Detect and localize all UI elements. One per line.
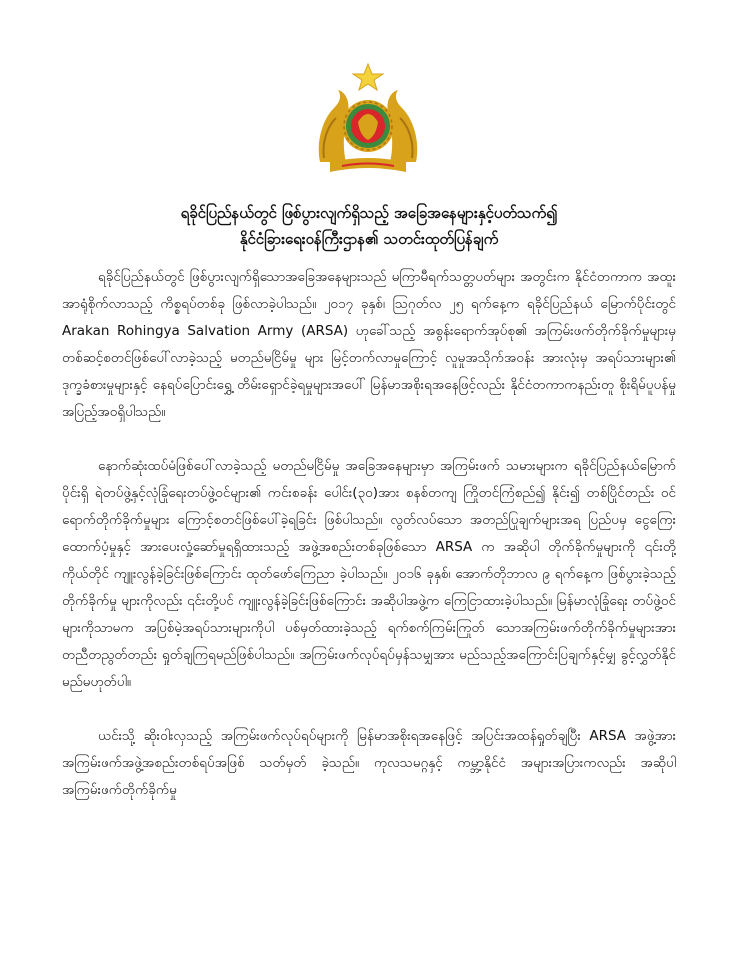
document-title bbox=[60, 200, 678, 252]
document-body bbox=[62, 264, 676, 831]
body-paragraph-3: ယင်းသို့ ဆိုးဝါးလှသည့် အကြမ်းဖက်လုပ်ရပ်များကို မြန်မာအစိုးရအနေဖြင့် အပြင်းအထန်ရှုတ်ချပြီး ARSA အဖွဲ့အား အကြမ်းဖက်အဖွဲ့အစည်းတစ်ရပ်အဖြစ် သတ်မှတ် ခဲ့သည်။ ကုလသမဂ္ဂနှင့် ကမ္ဘာ့နိုင်ငံ အများအပြားကလည်း အဆိုပါ အကြမ်းဖက်တိုက်ခိုက်မှု bbox=[62, 728, 676, 798]
body-paragraph-1: ရခိုင်ပြည်နယ်တွင် ဖြစ်ပွားလျက်ရှိသောအခြေအနေများသည် မကြာမီရက်သတ္တပတ်များ အတွင်းက နိုင်ငံတကာက အထူးအာရုံစိုက်လာသည့် ကိစ္စရပ်တစ်ခု ဖြစ်လာခဲ့ပါသည်။ ၂၀၁၇ ခုနှစ်၊ ဩဂုတ်လ ၂၅ ရက်နေ့က ရခိုင်ပြည်နယ် မြောက်ပိုင်းတွင် Arakan Rohingya Salvation Army (ARSA) ဟုခေါ်သည့် အစွန်းရောက်အုပ်စု၏ အကြမ်းဖက်တိုက်ခိုက်မှုများမှ တစ်ဆင့်စတင်ဖြစ်ပေါ်လာခဲ့သည့် မတည်မငြိမ်မှု များ မြင့်တက်လာမှုကြောင့် လူမှုအသိုက်အဝန်း အားလုံးမှ အရပ်သားများ၏ ဒုက္ခခံစားမှုများနှင့် နေရပ်ပြောင်းရွှေ့ တိမ်းရှောင်ခဲ့ရမှုများအပေါ် မြန်မာအစိုးရအနေဖြင့်လည်း နိုင်ငံတကာကနည်းတူ စိုးရိမ်ပူပန်မှု အပြည့်အဝရှိပါသည်။ bbox=[62, 269, 676, 420]
state-seal-emblem-icon bbox=[312, 62, 424, 180]
title-line-2: နိုင်ငံခြားရေးဝန်ကြီးဌာန၏ သတင်းထုတ်ပြန်ချက် bbox=[239, 230, 499, 248]
title-line-1: ရခိုင်ပြည်နယ်တွင် ဖြစ်ပွားလျက်ရှိသည့် အခြေအနေများနှင့်ပတ်သက်၍ bbox=[180, 204, 558, 222]
body-paragraph-2: နောက်ဆုံးထပ်မံဖြစ်ပေါ်လာခဲ့သည့် မတည်မငြိမ်မှု အခြေအနေများမှာ အကြမ်းဖက် သမားများက ရခိုင်ပြည်နယ်မြောက်ပိုင်းရှိ ရဲတပ်ဖွဲ့နှင့်လုံခြုံရေးတပ်ဖွဲ့ဝင်များ၏ ကင်းစခန်း ပေါင်း(၃၀)အား စနစ်တကျ ကြိုတင်ကြံစည်၍ နိုင်း၍ တစ်ပြိုင်တည်း ဝင်ရောက်တိုက်ခိုက်မှုများ ကြောင့်စတင်ဖြစ်ပေါ်ခဲ့ရခြင်း ဖြစ်ပါသည်။ လွတ်လပ်သော အတည်ပြုချက်များအရ ပြည်ပမှ ငွေကြေးထောက်ပံ့မှုနှင့် အားပေးလှုံ့ဆော်မှုရရှိထားသည့် အဖွဲ့အစည်းတစ်ခုဖြစ်သော ARSA က အဆိုပါ တိုက်ခိုက်မှုများကို ၎င်းတို့ကိုယ်တိုင် ကျူးလွန်ခဲ့ခြင်းဖြစ်ကြောင်း ထုတ်ဖော်ကြေညာ ခဲ့ပါသည်။ ၂၀၁၆ ခုနှစ်၊ အောက်တိုဘာလ ၉ ရက်နေ့က ဖြစ်ပွားခဲ့သည့် တိုက်ခိုက်မှု များကိုလည်း ၎င်းတို့ပင် ကျူးလွန်ခဲ့ခြင်းဖြစ်ကြောင်း အဆိုပါအဖွဲ့က ကြေငြာထားခဲ့ပါသည်။ မြန်မာလုံခြုံရေး တပ်ဖွဲ့ဝင်များကိုသာမက အပြစ်မဲ့အရပ်သားများကိုပါ ပစ်မှတ်ထားခဲ့သည့် ရက်စက်ကြမ်းကြုတ် သောအကြမ်းဖက်တိုက်ခိုက်မှုများအား တညီတညွတ်တည်း ရှုတ်ချကြရမည်ဖြစ်ပါသည်။ အကြမ်းဖက်လုပ်ရပ်မှန်သမျှအား မည်သည့်အကြောင်းပြချက်နှင့်မျှ ခွင့်လွှတ်နိုင်မည်မဟုတ်ပါ။ bbox=[62, 458, 676, 690]
